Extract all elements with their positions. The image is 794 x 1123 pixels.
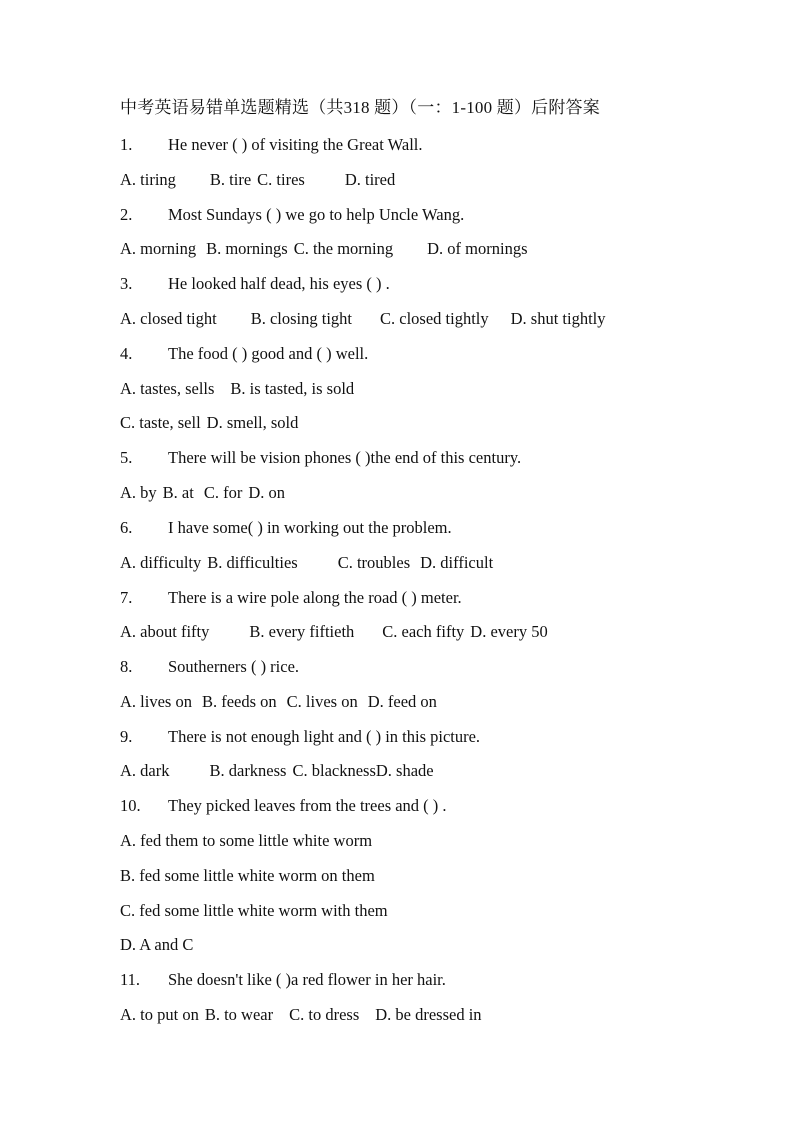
option-c: C. closed tightly (380, 309, 489, 328)
option-a: A. closed tight (120, 309, 217, 328)
option-d: D. difficult (420, 553, 494, 572)
question-10 (120, 795, 447, 817)
option-c: C. taste, sell (120, 413, 201, 432)
options-4-row1 (120, 378, 354, 400)
question-6 (120, 517, 452, 539)
question-text: Southerners ( ) rice. (168, 657, 300, 676)
option-d: D. every 50 (470, 622, 548, 641)
question-number: 4. (120, 344, 133, 363)
option-10-b (120, 865, 375, 887)
question-number: 11. (120, 970, 141, 989)
options-6 (120, 552, 493, 574)
question-text: Most Sundays ( ) we go to help Uncle Wang. (168, 205, 465, 224)
option-d: D. of mornings (427, 239, 528, 258)
option-b: B. difficulties (207, 553, 298, 572)
options-7 (120, 621, 548, 643)
question-9 (120, 726, 480, 748)
option-c: C. blackness (292, 761, 376, 780)
option-c: C. for (203, 483, 243, 502)
options-1 (120, 169, 395, 191)
option-d: D. shade (375, 761, 434, 780)
option-c: C. to dress (289, 1005, 360, 1024)
question-4 (120, 343, 368, 365)
option-b: B. closing tight (250, 309, 352, 328)
option-c: C. fed some little white worm with them (120, 901, 388, 920)
document-title: 中考英语易错单选题精选（共318 题）（一：1-100 题）后附答案 (120, 98, 600, 117)
option-c: C. troubles (337, 553, 411, 572)
options-4-row2 (120, 412, 298, 434)
question-3 (120, 273, 390, 295)
question-number: 9. (120, 727, 133, 746)
question-2 (120, 204, 464, 226)
question-number: 2. (120, 205, 133, 224)
question-11 (120, 969, 446, 991)
question-7 (120, 587, 462, 609)
option-10-c (120, 900, 388, 922)
question-text: I have some( ) in working out the problem. (168, 518, 452, 537)
option-a: A. difficulty (120, 553, 202, 572)
question-number: 5. (120, 448, 133, 467)
option-a: A. fed them to some little white worm (120, 831, 373, 850)
option-b: B. feeds on (201, 692, 277, 711)
question-number: 1. (120, 135, 133, 154)
option-d: D. be dressed in (375, 1005, 482, 1024)
question-text: There is not enough light and ( ) in this picture. (168, 727, 481, 746)
option-d: D. feed on (367, 692, 437, 711)
option-d: D. shut tightly (510, 309, 606, 328)
option-a: A. by (120, 483, 157, 502)
option-d: D. tired (344, 170, 396, 189)
options-9 (120, 760, 434, 782)
question-text: The food ( ) good and ( ) well. (168, 344, 369, 363)
options-11 (120, 1004, 482, 1026)
options-3 (120, 308, 606, 330)
question-number: 10. (120, 796, 141, 815)
question-5 (120, 447, 521, 469)
options-8 (120, 691, 437, 713)
option-c: C. tires (257, 170, 305, 189)
option-d: D. on (248, 483, 286, 502)
question-text: There will be vision phones ( )the end of this century. (168, 448, 522, 467)
option-a: A. about fifty (120, 622, 210, 641)
option-b: B. every fiftieth (249, 622, 355, 641)
option-c: C. lives on (286, 692, 358, 711)
question-text: They picked leaves from the trees and ( ) . (168, 796, 447, 815)
option-b: B. tire (209, 170, 252, 189)
option-a: A. dark (120, 761, 170, 780)
options-5 (120, 482, 285, 504)
question-number: 6. (120, 518, 133, 537)
option-a: A. morning (120, 239, 197, 258)
option-b: B. at (162, 483, 194, 502)
question-number: 3. (120, 274, 133, 293)
option-a: A. lives on (120, 692, 192, 711)
option-b: B. to wear (204, 1005, 274, 1024)
question-text: There is a wire pole along the road ( ) meter. (168, 588, 462, 607)
question-text: She doesn't like ( )a red flower in her hair. (168, 970, 446, 989)
option-a: A. tastes, sells (120, 379, 215, 398)
option-a: A. to put on (120, 1005, 199, 1024)
question-number: 7. (120, 588, 133, 607)
question-8 (120, 656, 299, 678)
option-10-d (120, 934, 193, 956)
question-number: 8. (120, 657, 133, 676)
question-1 (120, 134, 423, 156)
option-b: B. darkness (209, 761, 287, 780)
options-2 (120, 238, 528, 260)
question-text: He never ( ) of visiting the Great Wall. (168, 135, 423, 154)
option-b: B. is tasted, is sold (230, 379, 355, 398)
option-10-a (120, 830, 372, 852)
question-text: He looked half dead, his eyes ( ) . (168, 274, 390, 293)
option-d: D. smell, sold (206, 413, 299, 432)
option-d: D. A and C (120, 935, 194, 954)
option-b: B. mornings (206, 239, 288, 258)
option-a: A. tiring (120, 170, 176, 189)
option-c: C. each fifty (382, 622, 465, 641)
option-b: B. fed some little white worm on them (120, 866, 375, 885)
option-c: C. the morning (293, 239, 394, 258)
